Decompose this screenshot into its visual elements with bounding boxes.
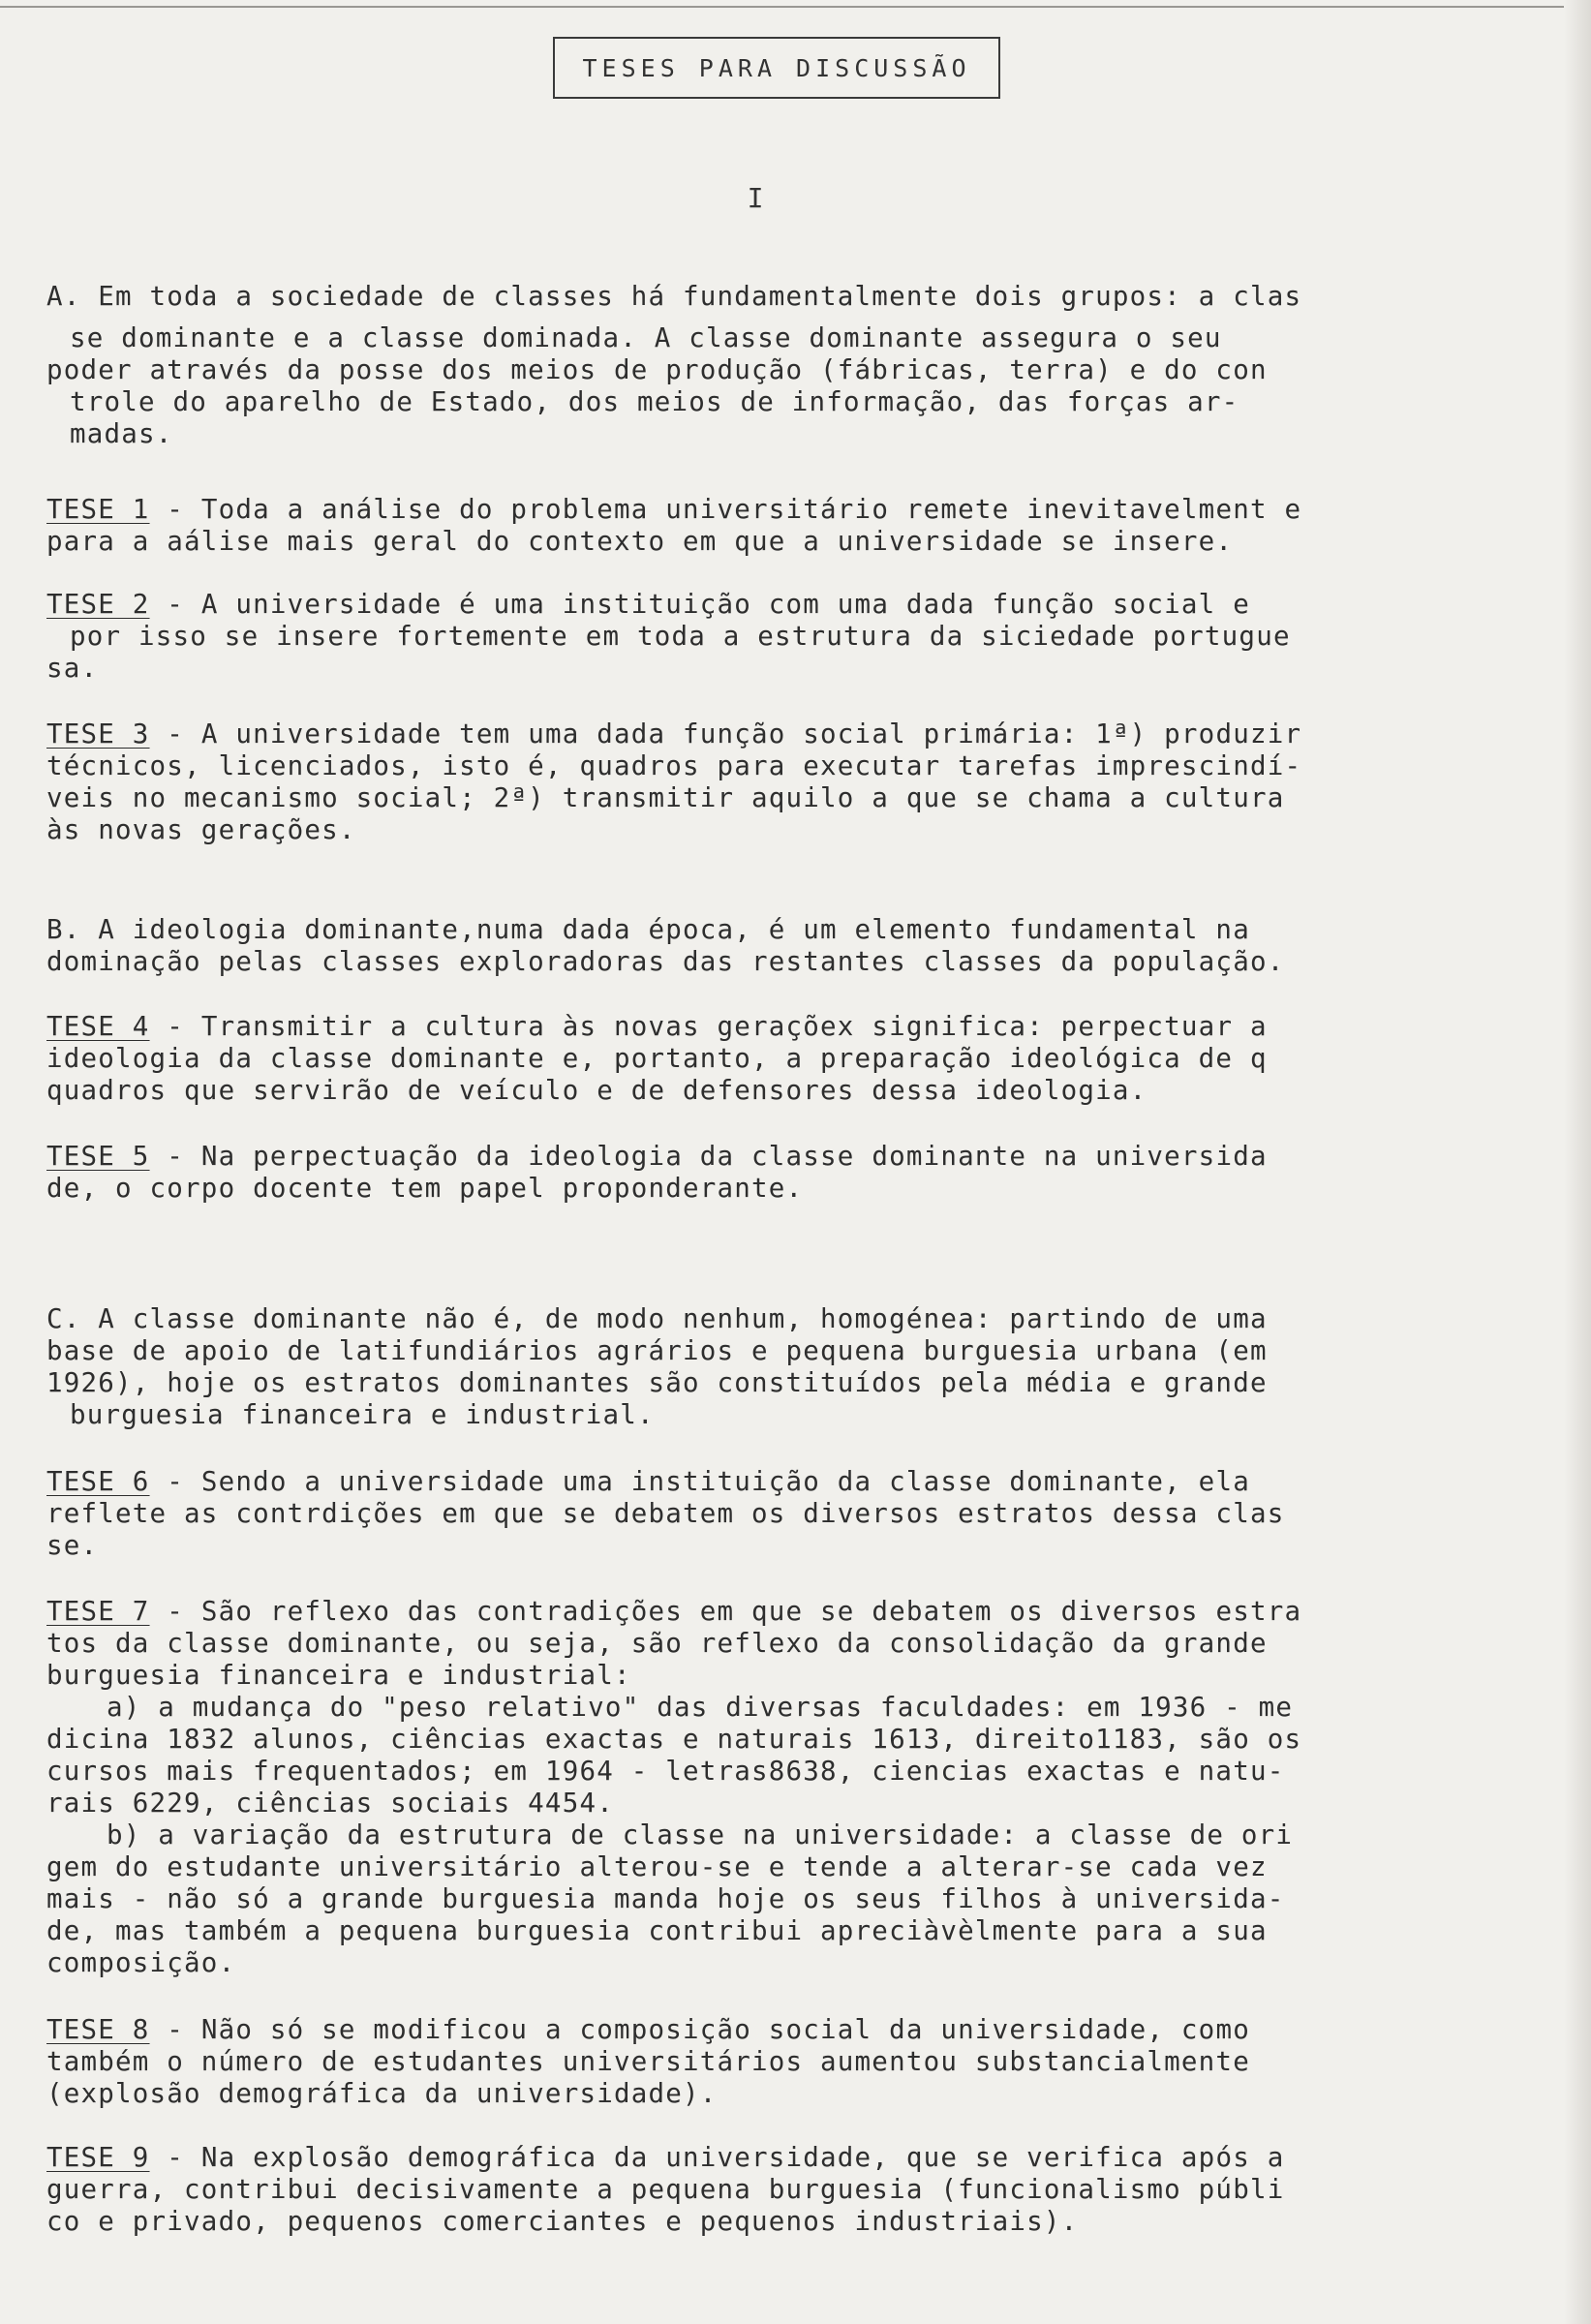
text-line: guerra, contribui decisivamente a pequena burguesia (funcionalismo públi [46, 2174, 1285, 2205]
text-line: b) a variação da estrutura de classe na universidade: a classe de ori [107, 1819, 1294, 1850]
text-line: - Na explosão demográfica da universidade, que se verifica após a [149, 2142, 1285, 2173]
text-line: às novas gerações. [46, 814, 356, 845]
tese-4 [46, 1011, 1480, 1107]
text-line: a) a mudança do "peso relativo" das diversas faculdades: em 1936 - me [107, 1692, 1294, 1723]
text-line: burguesia financeira e industrial. [70, 1399, 655, 1430]
text-line: C. A classe dominante não é, de modo nenhum, homogénea: partindo de uma [46, 1303, 1268, 1334]
text-line: 1926), hoje os estratos dominantes são constituídos pela média e grande [46, 1367, 1268, 1398]
text-line: veis no mecanismo social; 2ª) transmitir aquilo a que se chama a cultura [46, 782, 1285, 813]
text-line: para a aálise mais geral do contexto em que a universidade se insere. [46, 526, 1234, 557]
text-line: de, o corpo docente tem papel proponderante. [46, 1173, 804, 1204]
tese-2 [46, 589, 1480, 685]
text-line: - Toda a análise do problema universitário remete inevitavelment e [149, 494, 1302, 525]
text-line: cursos mais frequentados; em 1964 - letras8638, ciencias exactas e natu- [46, 1756, 1285, 1787]
text-line: burguesia financeira e industrial: [46, 1660, 631, 1691]
text-line: rais 6229, ciências sociais 4454. [46, 1788, 614, 1819]
tese-heading: TESE 6 [46, 1466, 150, 1497]
text-line: ideologia da classe dominante e, portanto, a preparação ideológica de q [46, 1043, 1268, 1074]
tese-7 [46, 1596, 1480, 1979]
tese-heading: TESE 7 [46, 1596, 150, 1627]
text-line: reflete as contrdições em que se debatem os diversos estratos dessa clas [46, 1498, 1285, 1529]
text-line: mais - não só a grande burguesia manda hoje os seus filhos à universida- [46, 1883, 1285, 1914]
text-line: quadros que servirão de veículo e de defensores dessa ideologia. [46, 1075, 1147, 1106]
text-line: composição. [46, 1947, 236, 1978]
tese-5 [46, 1141, 1480, 1205]
text-line: - Transmitir a cultura às novas geraçõex significa: perpectuar a [149, 1011, 1268, 1042]
text-line: base de apoio de latifundiários agrários e pequena burguesia urbana (em [46, 1335, 1268, 1366]
text-line: também o número de estudantes universitários aumentou substancialmente [46, 2046, 1250, 2077]
text-line: - Não só se modificou a composição social da universidade, como [149, 2014, 1250, 2045]
text-line: - A universidade tem uma dada função social primária: 1ª) produzir [149, 719, 1302, 749]
tese-6 [46, 1466, 1480, 1562]
text-line: dominação pelas classes exploradoras das restantes classes da população. [46, 946, 1285, 977]
text-line: (explosão demográfica da universidade). [46, 2078, 718, 2109]
tese-heading: TESE 9 [46, 2142, 150, 2173]
text-line: sa. [46, 653, 99, 684]
tese-9 [46, 2142, 1480, 2238]
text-line: de, mas também a pequena burguesia contribui apreciàvèlmente para a sua [46, 1915, 1268, 1946]
paragraph-a [46, 281, 1480, 450]
text-line: trole do aparelho de Estado, dos meios de informação, das forças ar- [70, 386, 1239, 417]
text-line: se. [46, 1530, 99, 1561]
tese-heading: TESE 2 [46, 589, 150, 620]
top-edge-rule [0, 6, 1591, 8]
text-line: - São reflexo das contradições em que se debatem os diversos estra [149, 1596, 1302, 1627]
tese-heading: TESE 5 [46, 1141, 150, 1172]
tese-heading: TESE 8 [46, 2014, 150, 2045]
text-line: poder através da posse dos meios de produção (fábricas, terra) e do con [46, 354, 1268, 385]
paragraph-b [46, 914, 1480, 978]
text-line: gem do estudante universitário alterou-se e tende a alterar-se cada vez [46, 1851, 1268, 1882]
tese-heading: TESE 1 [46, 494, 150, 525]
paragraph-c [46, 1303, 1480, 1431]
text-line: B. A ideologia dominante,numa dada época, é um elemento fundamental na [46, 914, 1250, 945]
document-title: TESES PARA DISCUSSÃO [553, 37, 1000, 99]
text-line: A. Em toda a sociedade de classes há fundamentalmente dois grupos: a clas [46, 281, 1302, 312]
tese-3 [46, 719, 1480, 846]
tese-8 [46, 2014, 1480, 2110]
text-line: se dominante e a classe dominada. A classe dominante assegura o seu [70, 322, 1222, 353]
text-line: por isso se insere fortemente em toda a estrutura da siciedade portugue [70, 621, 1291, 652]
tese-1 [46, 494, 1480, 558]
text-line: técnicos, licenciados, isto é, quadros para executar tarefas imprescindí- [46, 750, 1302, 781]
tese-heading: TESE 3 [46, 719, 150, 749]
text-line: dicina 1832 alunos, ciências exactas e naturais 1613, direito1183, são os [46, 1724, 1302, 1755]
text-line: - Sendo a universidade uma instituição da classe dominante, ela [149, 1466, 1250, 1497]
page-right-edge [1564, 0, 1591, 2324]
text-line: - A universidade é uma instituição com uma dada função social e [149, 589, 1250, 620]
text-line: madas. [70, 418, 173, 449]
text-line: tos da classe dominante, ou seja, são reflexo da consolidação da grande [46, 1628, 1268, 1659]
text-line: co e privado, pequenos comerciantes e pequenos industriais). [46, 2206, 1079, 2237]
text-line: - Na perpectuação da ideologia da classe dominante na universida [149, 1141, 1268, 1172]
section-number: I [747, 182, 764, 214]
tese-heading: TESE 4 [46, 1011, 150, 1042]
